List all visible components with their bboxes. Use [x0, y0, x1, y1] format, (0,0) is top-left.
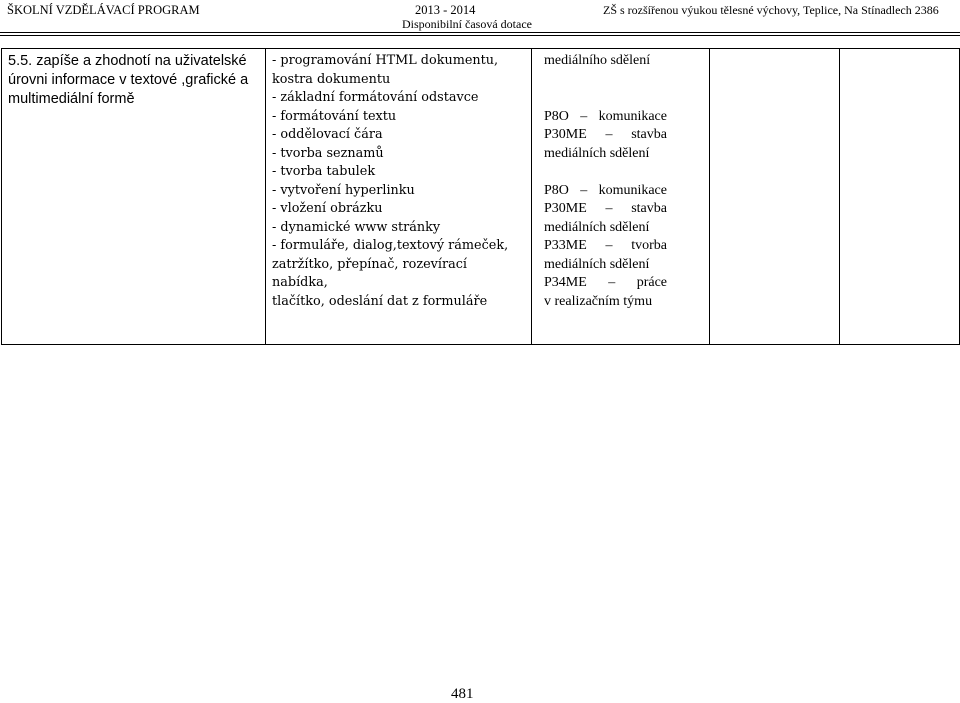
list-item: - vytvoření hyperlinku	[272, 182, 415, 198]
header-rule-top	[0, 32, 960, 33]
crosscutting-line: P8O – komunikace	[544, 108, 667, 124]
list-item: - formuláře, dialog,textový rámeček,	[272, 238, 509, 253]
school-program-title: ŠKOLNÍ VZDĚLÁVACÍ PROGRAM	[7, 3, 200, 17]
list-item: - programování HTML dokumentu,	[272, 53, 499, 68]
crosscutting-line: P33ME – tvorba	[544, 238, 667, 253]
list-item: - formátování textu	[272, 108, 397, 124]
list-item: - tvorba seznamů	[272, 145, 384, 161]
crosscutting-line: P30ME – stavba	[544, 201, 667, 216]
school-name: ZŠ s rozšířenou výukou tělesné výchovy, Teplice, Na Stínadlech 2386	[603, 3, 939, 17]
header-subtitle: Disponibilní časová dotace	[402, 17, 532, 31]
curriculum-list	[266, 49, 531, 311]
list-item: - vložení obrázku	[272, 201, 383, 216]
outcome-cell	[2, 49, 266, 345]
crosscutting-cell	[532, 49, 710, 345]
empty-cell	[710, 49, 840, 345]
crosscutting-line: P8O – komunikace	[544, 182, 667, 198]
list-item: zatržítko, přepínač, rozevírací nabídka,	[272, 256, 468, 290]
list-item: kostra dokumentu	[272, 71, 391, 87]
outcome-text: 5.5. zapíše a zhodnotí na uživatelské úrovni informace v textové ,grafické a multimediální formě	[8, 53, 249, 107]
list-item: - tvorba tabulek	[272, 164, 376, 179]
syllabus-table	[1, 48, 960, 345]
curriculum-cell	[266, 49, 532, 345]
crosscutting-line: mediálních sdělení	[544, 256, 650, 272]
crosscutting-list	[532, 49, 709, 311]
crosscutting-line: P30ME – stavba	[544, 127, 667, 142]
spacer	[544, 71, 703, 108]
page-number: 481	[451, 686, 474, 702]
crosscutting-line: mediálních sdělení	[544, 219, 650, 235]
crosscutting-line: mediálního sdělení	[544, 53, 651, 68]
page-header	[0, 0, 960, 34]
crosscutting-line: P34ME – práce	[544, 275, 667, 290]
list-item: - dynamické www stránky	[272, 219, 441, 235]
list-item: - základní formátování odstavce	[272, 90, 479, 105]
crosscutting-line: v realizačním týmu	[544, 293, 653, 309]
table-row	[2, 49, 960, 345]
crosscutting-line: mediálních sdělení	[544, 145, 650, 161]
header-rule-bottom	[0, 35, 960, 36]
spacer	[544, 163, 703, 182]
list-item: tlačítko, odeslání dat z formuláře	[272, 293, 488, 309]
school-years: 2013 - 2014	[415, 3, 476, 17]
list-item: - oddělovací čára	[272, 127, 383, 142]
empty-cell	[840, 49, 960, 345]
